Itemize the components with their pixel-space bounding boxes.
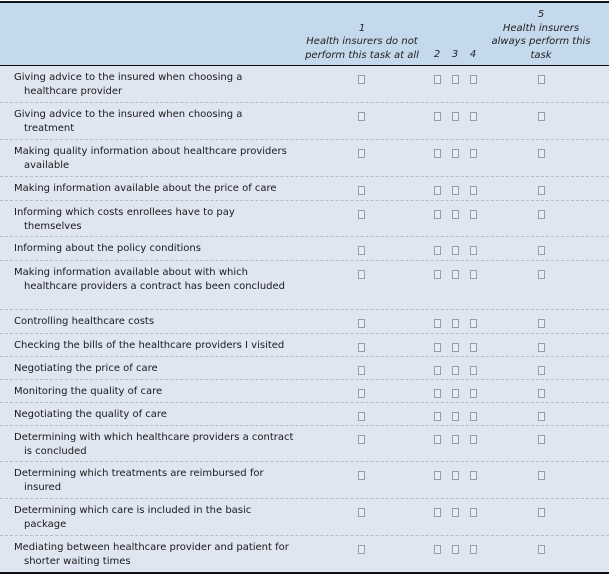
rating-checkbox-1[interactable]: [358, 366, 365, 375]
table-row: [0, 201, 609, 237]
rating-checkbox-4[interactable]: [470, 389, 477, 398]
table-row: [0, 357, 609, 380]
rating-checkbox-5[interactable]: [538, 210, 545, 219]
rating-checkbox-3[interactable]: [452, 149, 459, 158]
rating-checkbox-2[interactable]: [434, 412, 441, 421]
header-scale-4: 4: [469, 49, 477, 60]
rating-checkbox-1[interactable]: [358, 435, 365, 444]
rating-checkbox-2[interactable]: [434, 246, 441, 255]
rating-checkbox-3[interactable]: [452, 210, 459, 219]
rating-checkbox-4[interactable]: [470, 270, 477, 279]
rating-checkbox-5[interactable]: [538, 319, 545, 328]
task-label: Determining with which healthcare providers a contract is concluded: [14, 432, 294, 457]
task-label: Determining which care is included in the basic package: [14, 505, 252, 530]
header-scale-5: [476, 8, 606, 62]
table-row: [0, 403, 609, 426]
table-header: [0, 3, 609, 66]
table-row: [0, 536, 609, 572]
task-label: Making information available about with which healthcare providers a contract has been concluded: [14, 267, 286, 292]
header-scale-1: [292, 22, 432, 63]
rating-checkbox-4[interactable]: [470, 343, 477, 352]
rating-checkbox-4[interactable]: [470, 366, 477, 375]
table-row: [0, 334, 609, 357]
rating-checkbox-2[interactable]: [434, 343, 441, 352]
rating-checkbox-4[interactable]: [470, 319, 477, 328]
rating-checkbox-2[interactable]: [434, 435, 441, 444]
rating-checkbox-1[interactable]: [358, 471, 365, 480]
rating-checkbox-3[interactable]: [452, 366, 459, 375]
rating-checkbox-1[interactable]: [358, 149, 365, 158]
rating-checkbox-1[interactable]: [358, 412, 365, 421]
header-scale-5-label-line3: task: [530, 49, 552, 61]
rating-checkbox-3[interactable]: [452, 435, 459, 444]
rating-checkbox-1[interactable]: [358, 270, 365, 279]
rating-checkbox-4[interactable]: [470, 112, 477, 121]
task-label: Mediating between healthcare provider and patient for shorter waiting times: [14, 542, 289, 567]
rating-checkbox-2[interactable]: [434, 366, 441, 375]
table-row: [0, 380, 609, 403]
rating-checkbox-4[interactable]: [470, 246, 477, 255]
rating-checkbox-3[interactable]: [452, 75, 459, 84]
table-row: [0, 103, 609, 140]
rating-checkbox-1[interactable]: [358, 508, 365, 517]
rating-checkbox-1[interactable]: [358, 545, 365, 554]
rating-checkbox-5[interactable]: [538, 246, 545, 255]
rating-checkbox-5[interactable]: [538, 366, 545, 375]
header-scale-5-label-line2: always perform this: [491, 36, 591, 47]
rating-checkbox-2[interactable]: [434, 508, 441, 517]
table-row: [0, 261, 609, 310]
table-body: [0, 66, 609, 572]
rating-checkbox-2[interactable]: [434, 112, 441, 121]
task-label: Negotiating the quality of care: [14, 409, 167, 420]
task-label: Making information available about the price of care: [14, 183, 277, 194]
rating-checkbox-2[interactable]: [434, 270, 441, 279]
rating-checkbox-5[interactable]: [538, 508, 545, 517]
header-scale-5-label-line1: Health insurers: [502, 22, 580, 34]
rating-checkbox-2[interactable]: [434, 389, 441, 398]
rating-checkbox-2[interactable]: [434, 186, 441, 195]
rating-checkbox-1[interactable]: [358, 343, 365, 352]
task-label: Checking the bills of the healthcare providers I visited: [14, 340, 285, 351]
rating-checkbox-3[interactable]: [452, 545, 459, 554]
rating-checkbox-2[interactable]: [434, 319, 441, 328]
task-label: Negotiating the price of care: [14, 363, 158, 374]
rating-checkbox-3[interactable]: [452, 412, 459, 421]
rating-checkbox-1[interactable]: [358, 186, 365, 195]
header-scale-1-label-line1: Health insurers do not: [306, 36, 418, 47]
task-label: Informing about the policy conditions: [14, 243, 201, 254]
rating-checkbox-2[interactable]: [434, 210, 441, 219]
header-scale-2: 2: [433, 49, 441, 60]
table-row: [0, 462, 609, 499]
rating-checkbox-4[interactable]: [470, 210, 477, 219]
table-row: [0, 310, 609, 334]
rating-checkbox-4[interactable]: [470, 545, 477, 554]
table-row: [0, 140, 609, 177]
rating-checkbox-2[interactable]: [434, 471, 441, 480]
task-label: Informing which costs enrollees have to pay themselves: [14, 207, 235, 232]
rating-checkbox-3[interactable]: [452, 319, 459, 328]
rating-checkbox-1[interactable]: [358, 112, 365, 121]
table-row: [0, 66, 609, 103]
rating-checkbox-1[interactable]: [358, 210, 365, 219]
rating-checkbox-5[interactable]: [538, 471, 545, 480]
rating-checkbox-5[interactable]: [538, 186, 545, 195]
rating-checkbox-3[interactable]: [452, 343, 459, 352]
rating-checkbox-3[interactable]: [452, 389, 459, 398]
rating-checkbox-4[interactable]: [470, 75, 477, 84]
rating-checkbox-4[interactable]: [470, 186, 477, 195]
rating-checkbox-1[interactable]: [358, 75, 365, 84]
rating-checkbox-3[interactable]: [452, 270, 459, 279]
rating-checkbox-5[interactable]: [538, 412, 545, 421]
rating-checkbox-5[interactable]: [538, 112, 545, 121]
task-label: Making quality information about healthcare providers available: [14, 146, 287, 171]
header-scale-1-number: 1: [358, 22, 366, 34]
rating-checkbox-4[interactable]: [470, 412, 477, 421]
rating-checkbox-2[interactable]: [434, 149, 441, 158]
table-row: [0, 426, 609, 462]
rating-checkbox-2[interactable]: [434, 545, 441, 554]
header-scale-1-label-line2: perform this task at all: [305, 49, 419, 61]
task-label: Giving advice to the insured when choosing a healthcare provider: [14, 72, 243, 97]
rating-checkbox-5[interactable]: [538, 545, 545, 554]
rating-checkbox-5[interactable]: [538, 435, 545, 444]
header-scale-5-number: 5: [537, 9, 545, 20]
rating-checkbox-1[interactable]: [358, 246, 365, 255]
rating-checkbox-4[interactable]: [470, 435, 477, 444]
rating-checkbox-3[interactable]: [452, 471, 459, 480]
rating-checkbox-3[interactable]: [452, 246, 459, 255]
rating-checkbox-3[interactable]: [452, 186, 459, 195]
rating-checkbox-5[interactable]: [538, 75, 545, 84]
table-row: [0, 499, 609, 536]
table-row: [0, 177, 609, 201]
task-label: Monitoring the quality of care: [14, 386, 163, 397]
rating-checkbox-5[interactable]: [538, 343, 545, 352]
rating-checkbox-3[interactable]: [452, 508, 459, 517]
rating-checkbox-5[interactable]: [538, 389, 545, 398]
rating-checkbox-5[interactable]: [538, 270, 545, 279]
header-scale-3: 3: [451, 49, 459, 60]
task-label: Determining which treatments are reimbursed for insured: [14, 468, 264, 493]
task-label: Controlling healthcare costs: [14, 316, 155, 327]
task-label: Giving advice to the insured when choosing a treatment: [14, 109, 243, 134]
rating-checkbox-4[interactable]: [470, 149, 477, 158]
rating-checkbox-1[interactable]: [358, 319, 365, 328]
rating-checkbox-4[interactable]: [470, 471, 477, 480]
rating-checkbox-3[interactable]: [452, 112, 459, 121]
rating-checkbox-2[interactable]: [434, 75, 441, 84]
rating-checkbox-1[interactable]: [358, 389, 365, 398]
survey-table: [0, 1, 609, 574]
rating-checkbox-4[interactable]: [470, 508, 477, 517]
rating-checkbox-5[interactable]: [538, 149, 545, 158]
table-row: [0, 237, 609, 261]
